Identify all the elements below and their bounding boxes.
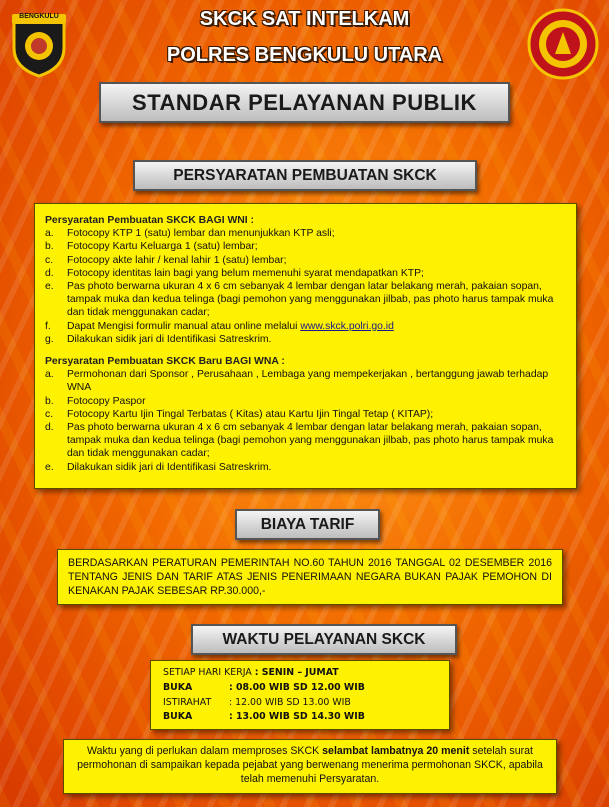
note-post: setelah surat permohonan di sampaikan kepada pejabat yang berwenang menerima permohonan SKCK, apabila telah memenuhi Persyaratan. — [77, 745, 543, 785]
list-item-marker: c. — [45, 254, 54, 266]
list-item — [45, 254, 566, 267]
list-item-body: Fotocopy KTP 1 (satu) lembar dan menunjukkan KTP asli; — [67, 228, 335, 240]
wna-title: Persyaratan Pembuatan SKCK Baru BAGI WNA : — [45, 356, 285, 368]
list-item-text — [67, 267, 424, 280]
list-item-text — [67, 333, 271, 346]
section-title-biaya: BIAYA TARIF — [235, 509, 380, 540]
list-item-body: Fotocopy identitas lain bagi yang belum memenuhi syarat mendapatkan KTP; — [67, 267, 424, 279]
list-item — [45, 320, 566, 333]
list-item-text — [67, 320, 394, 333]
schedule-label: BUKA — [163, 711, 193, 723]
list-item-text — [67, 280, 566, 320]
schedule-time: : 08.00 WIB SD 12.00 WIB — [229, 682, 365, 694]
section-title-waktu: WAKTU PELAYANAN SKCK — [191, 624, 457, 655]
schedule-label: BUKA — [163, 682, 193, 694]
schedule-row — [163, 697, 437, 709]
list-item-marker: d. — [45, 267, 54, 279]
list-item-body: Pas photo berwarna ukuran 4 x 6 cm sebanyak 4 lembar dengan latar belakang merah, pakaian sopan, tampak muka dan kedua telinga (bagi pemohon yang menggunakan jilbab, pas photo harus tampak muka dan tidak menggunakan cadar; — [67, 422, 554, 460]
list-item-text — [67, 461, 271, 474]
list-item-text — [67, 368, 566, 394]
note-pre: Waktu yang di perlukan dalam memproses SKCK — [87, 745, 323, 757]
section-title-persyaratan: PERSYARATAN PEMBUATAN SKCK — [133, 160, 477, 191]
days-label: SETIAP HARI KERJA — [163, 667, 252, 678]
note-box — [63, 739, 557, 794]
list-item — [45, 333, 566, 346]
list-item-body: Dilakukan sidik jari di Identifikasi Satreskrim. — [67, 461, 272, 473]
list-item-marker: f. — [45, 320, 51, 332]
list-item-marker: b. — [45, 241, 54, 253]
schedule-box — [150, 660, 450, 730]
list-item-text — [67, 254, 286, 267]
list-item-marker: b. — [45, 395, 54, 407]
requirements-box — [34, 203, 577, 489]
wni-title: Persyaratan Pembuatan SKCK BAGI WNI : — [45, 215, 255, 226]
schedule-row — [163, 682, 437, 694]
list-item-body: Permohonan dari Sponsor , Perusahaan , Lembaga yang mempekerjakan , bertanggung jawab terhadap WNA — [67, 369, 549, 394]
list-item-marker: c. — [45, 408, 54, 420]
list-item — [45, 421, 566, 461]
header-line1: SKCK SAT INTELKAM — [199, 8, 410, 30]
list-item-text — [67, 421, 566, 461]
list-item-marker: g. — [45, 333, 54, 345]
list-item — [45, 280, 566, 320]
list-item — [45, 395, 566, 408]
list-item-marker: a. — [45, 369, 54, 381]
schedule-label: ISTIRAHAT — [163, 696, 212, 708]
list-item-marker: e. — [45, 461, 54, 473]
list-item-marker: d. — [45, 422, 54, 434]
list-item — [45, 240, 566, 253]
list-item-marker: a. — [45, 228, 54, 240]
list-item-body: Dilakukan sidik jari di Identifikasi Satreskrim. — [67, 333, 272, 345]
schedule-days-row — [163, 667, 437, 679]
list-item — [45, 267, 566, 280]
wni-list — [45, 227, 566, 346]
list-item-text — [67, 408, 433, 421]
list-item-text — [67, 227, 335, 240]
biaya-box — [57, 549, 563, 605]
list-item-body: Fotocopy Kartu Keluarga 1 (satu) lembar; — [67, 241, 258, 253]
skck-link[interactable]: www.skck.polri.go.id — [300, 320, 394, 332]
list-item-body: Pas photo berwarna ukuran 4 x 6 cm sebanyak 4 lembar dengan latar belakang merah, pakaian sopan, tampak muka dan kedua telinga (bagi pemohon yang menggunakan jilbab, pas photo harus tampak muka dan tidak menggunakan cadar; — [67, 281, 554, 319]
wna-list — [45, 368, 566, 474]
schedule-time: : 13.00 WIB SD 14.30 WIB — [229, 711, 365, 723]
schedule-time: : 12.00 WIB SD 13.00 WIB — [229, 696, 351, 708]
list-item-marker: e. — [45, 281, 54, 293]
note-bold: selambat lambatnya 20 menit — [322, 745, 470, 757]
list-item-body: Fotocopy akte lahir / kenal lahir 1 (satu) lembar; — [67, 254, 287, 266]
list-item-body: Fotocopy Paspor — [67, 395, 146, 407]
list-item-body: Fotocopy Kartu Ijin Tingal Terbatas ( Kitas) atau Kartu Ijin Tingal Tetap ( KITAP); — [67, 408, 434, 420]
list-item — [45, 227, 566, 240]
list-item — [45, 368, 566, 394]
list-item — [45, 461, 566, 474]
page-title: STANDAR PELAYANAN PUBLIK — [99, 82, 510, 123]
header-line2: POLRES BENGKULU UTARA — [166, 44, 443, 66]
list-item-body: Dapat Mengisi formulir manual atau online melalui — [67, 320, 301, 332]
list-item-text — [67, 395, 146, 408]
schedule-row — [163, 711, 437, 723]
biaya-text: BERDASARKAN PERATURAN PEMERINTAH NO.60 TAHUN 2016 TANGGAL 02 DESEMBER 2016 TENTANG JENIS DAN TARIF ATAS JENIS PENERIMAAN NEGARA BUKAN PAJAK PEMOHON DI KENAKAN PAJAK SEBESAR RP.30.000,- — [68, 557, 552, 597]
days-value: : SENIN – JUMAT — [254, 667, 339, 678]
list-item — [45, 408, 566, 421]
logo-label: BENGKULU — [19, 13, 59, 20]
list-item-text — [67, 240, 258, 253]
schedule-rows — [163, 682, 437, 723]
